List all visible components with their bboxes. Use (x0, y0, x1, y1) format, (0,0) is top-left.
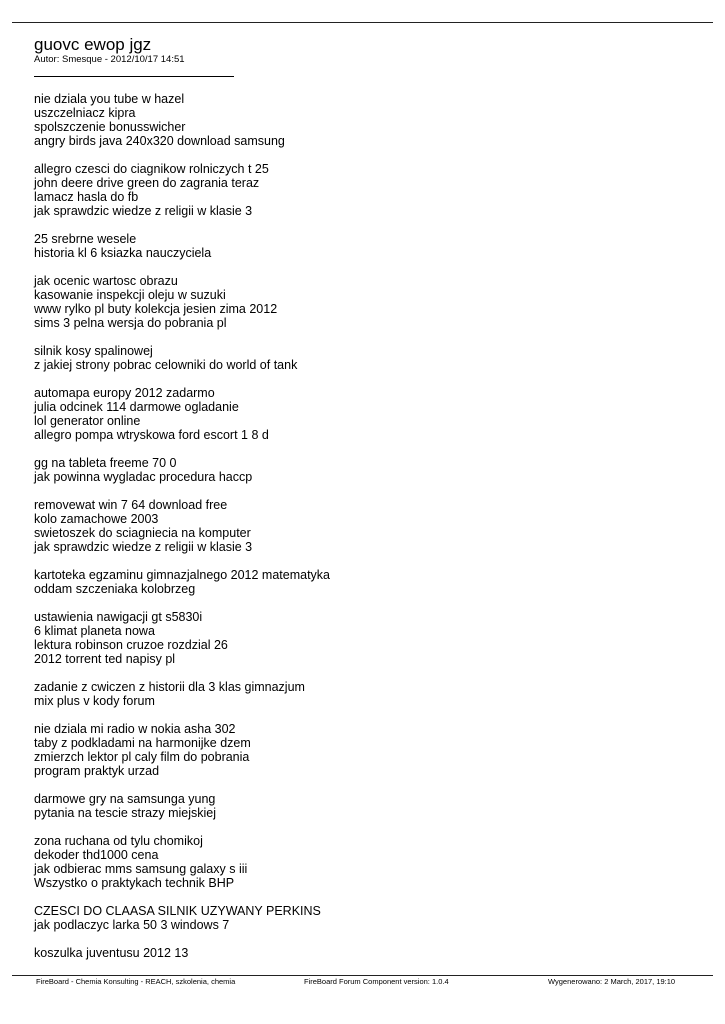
post-line: jak podlaczyc larka 50 3 windows 7 (34, 918, 230, 932)
post-line: jak sprawdzic wiedze z religii w klasie 3 (34, 204, 253, 218)
post-line: uszczelniacz kipra (34, 106, 136, 120)
post-line: CZESCI DO CLAASA SILNIK UZYWANY PERKINS (34, 904, 321, 918)
post-header (34, 36, 234, 77)
post-line: zadanie z cwiczen z historii dla 3 klas gimnazjum (34, 680, 305, 694)
post-line: z jakiej strony pobrac celowniki do world of tank (34, 358, 298, 372)
post-author-line: Autor: Smesque - 2012/10/17 14:51 (34, 54, 185, 65)
post-paragraph (34, 946, 694, 960)
post-paragraph (34, 568, 694, 596)
post-line: jak powinna wygladac procedura haccp (34, 470, 253, 484)
post-line: pytania na tescie strazy miejskiej (34, 806, 217, 820)
post-line: kasowanie inspekcji oleju w suzuki (34, 288, 226, 302)
top-rule (12, 22, 713, 23)
footer-generated-date: Wygenerowano: 2 March, 2017, 19:10 (548, 977, 676, 986)
post-line: nie dziala mi radio w nokia asha 302 (34, 722, 236, 736)
post-line: jak odbierac mms samsung galaxy s iii (34, 862, 248, 876)
post-line: swietoszek do sciagniecia na komputer (34, 526, 251, 540)
post-line: 6 klimat planeta nowa (34, 624, 155, 638)
post-line: angry birds java 240x320 download samsung (34, 134, 285, 148)
post-line: lamacz hasla do fb (34, 190, 139, 204)
post-paragraph (34, 456, 694, 484)
post-line: allegro pompa wtryskowa ford escort 1 8 d (34, 428, 269, 442)
post-line: kolo zamachowe 2003 (34, 512, 159, 526)
post-line: kartoteka egzaminu gimnazjalnego 2012 matematyka (34, 568, 331, 582)
post-line: jak sprawdzic wiedze z religii w klasie 3 (34, 540, 253, 554)
post-paragraph (34, 498, 694, 554)
post-line: julia odcinek 114 darmowe ogladanie (34, 400, 239, 414)
post-paragraph (34, 92, 694, 148)
post-paragraph (34, 722, 694, 778)
post-line: spolszczenie bonusswicher (34, 120, 186, 134)
post-line: www rylko pl buty kolekcja jesien zima 2012 (34, 302, 278, 316)
post-paragraph (34, 232, 694, 260)
post-line: 2012 torrent ted napisy pl (34, 652, 176, 666)
post-line: silnik kosy spalinowej (34, 344, 153, 358)
post-paragraph (34, 610, 694, 666)
post-line: darmowe gry na samsunga yung (34, 792, 216, 806)
post-paragraph (34, 162, 694, 218)
post-line: oddam szczeniaka kolobrzeg (34, 582, 196, 596)
post-line: jak ocenic wartosc obrazu (34, 274, 178, 288)
post-paragraph (34, 274, 694, 330)
post-line: koszulka juventusu 2012 13 (34, 946, 189, 960)
post-paragraph (34, 792, 694, 820)
post-line: historia kl 6 ksiazka nauczyciela (34, 246, 212, 260)
post-paragraph (34, 834, 694, 890)
post-title: guovc ewop jgz (34, 35, 152, 54)
author-underline (34, 76, 234, 77)
post-line: nie dziala you tube w hazel (34, 92, 185, 106)
post-line: Wszystko o praktykach technik BHP (34, 876, 235, 890)
post-line: zona ruchana od tylu chomikoj (34, 834, 203, 848)
post-line: john deere drive green do zagrania teraz (34, 176, 260, 190)
post-body (34, 92, 694, 974)
post-line: ustawienia nawigacji gt s5830i (34, 610, 203, 624)
post-line: lektura robinson cruzoe rozdzial 26 (34, 638, 228, 652)
bottom-rule (12, 975, 713, 976)
post-line: allegro czesci do ciagnikow rolniczych t 25 (34, 162, 269, 176)
post-paragraph (34, 344, 694, 372)
post-line: lol generator online (34, 414, 141, 428)
post-paragraph (34, 386, 694, 442)
post-line: automapa europy 2012 zadarmo (34, 386, 215, 400)
post-line: zmierzch lektor pl caly film do pobrania (34, 750, 250, 764)
post-paragraph (34, 904, 694, 932)
footer-site-name: FireBoard - Chemia Konsulting - REACH, szkolenia, chemia (36, 977, 236, 986)
post-line: taby z podkladami na harmonijke dzem (34, 736, 251, 750)
post-line: gg na tableta freeme 70 0 (34, 456, 177, 470)
post-line: program praktyk urzad (34, 764, 160, 778)
post-line: dekoder thd1000 cena (34, 848, 159, 862)
footer-component-version: FireBoard Forum Component version: 1.0.4 (304, 977, 449, 986)
post-line: 25 srebrne wesele (34, 232, 137, 246)
post-line: sims 3 pelna wersja do pobrania pl (34, 316, 227, 330)
post-paragraph (34, 680, 694, 708)
post-line: mix plus v kody forum (34, 694, 155, 708)
post-line: removewat win 7 64 download free (34, 498, 228, 512)
